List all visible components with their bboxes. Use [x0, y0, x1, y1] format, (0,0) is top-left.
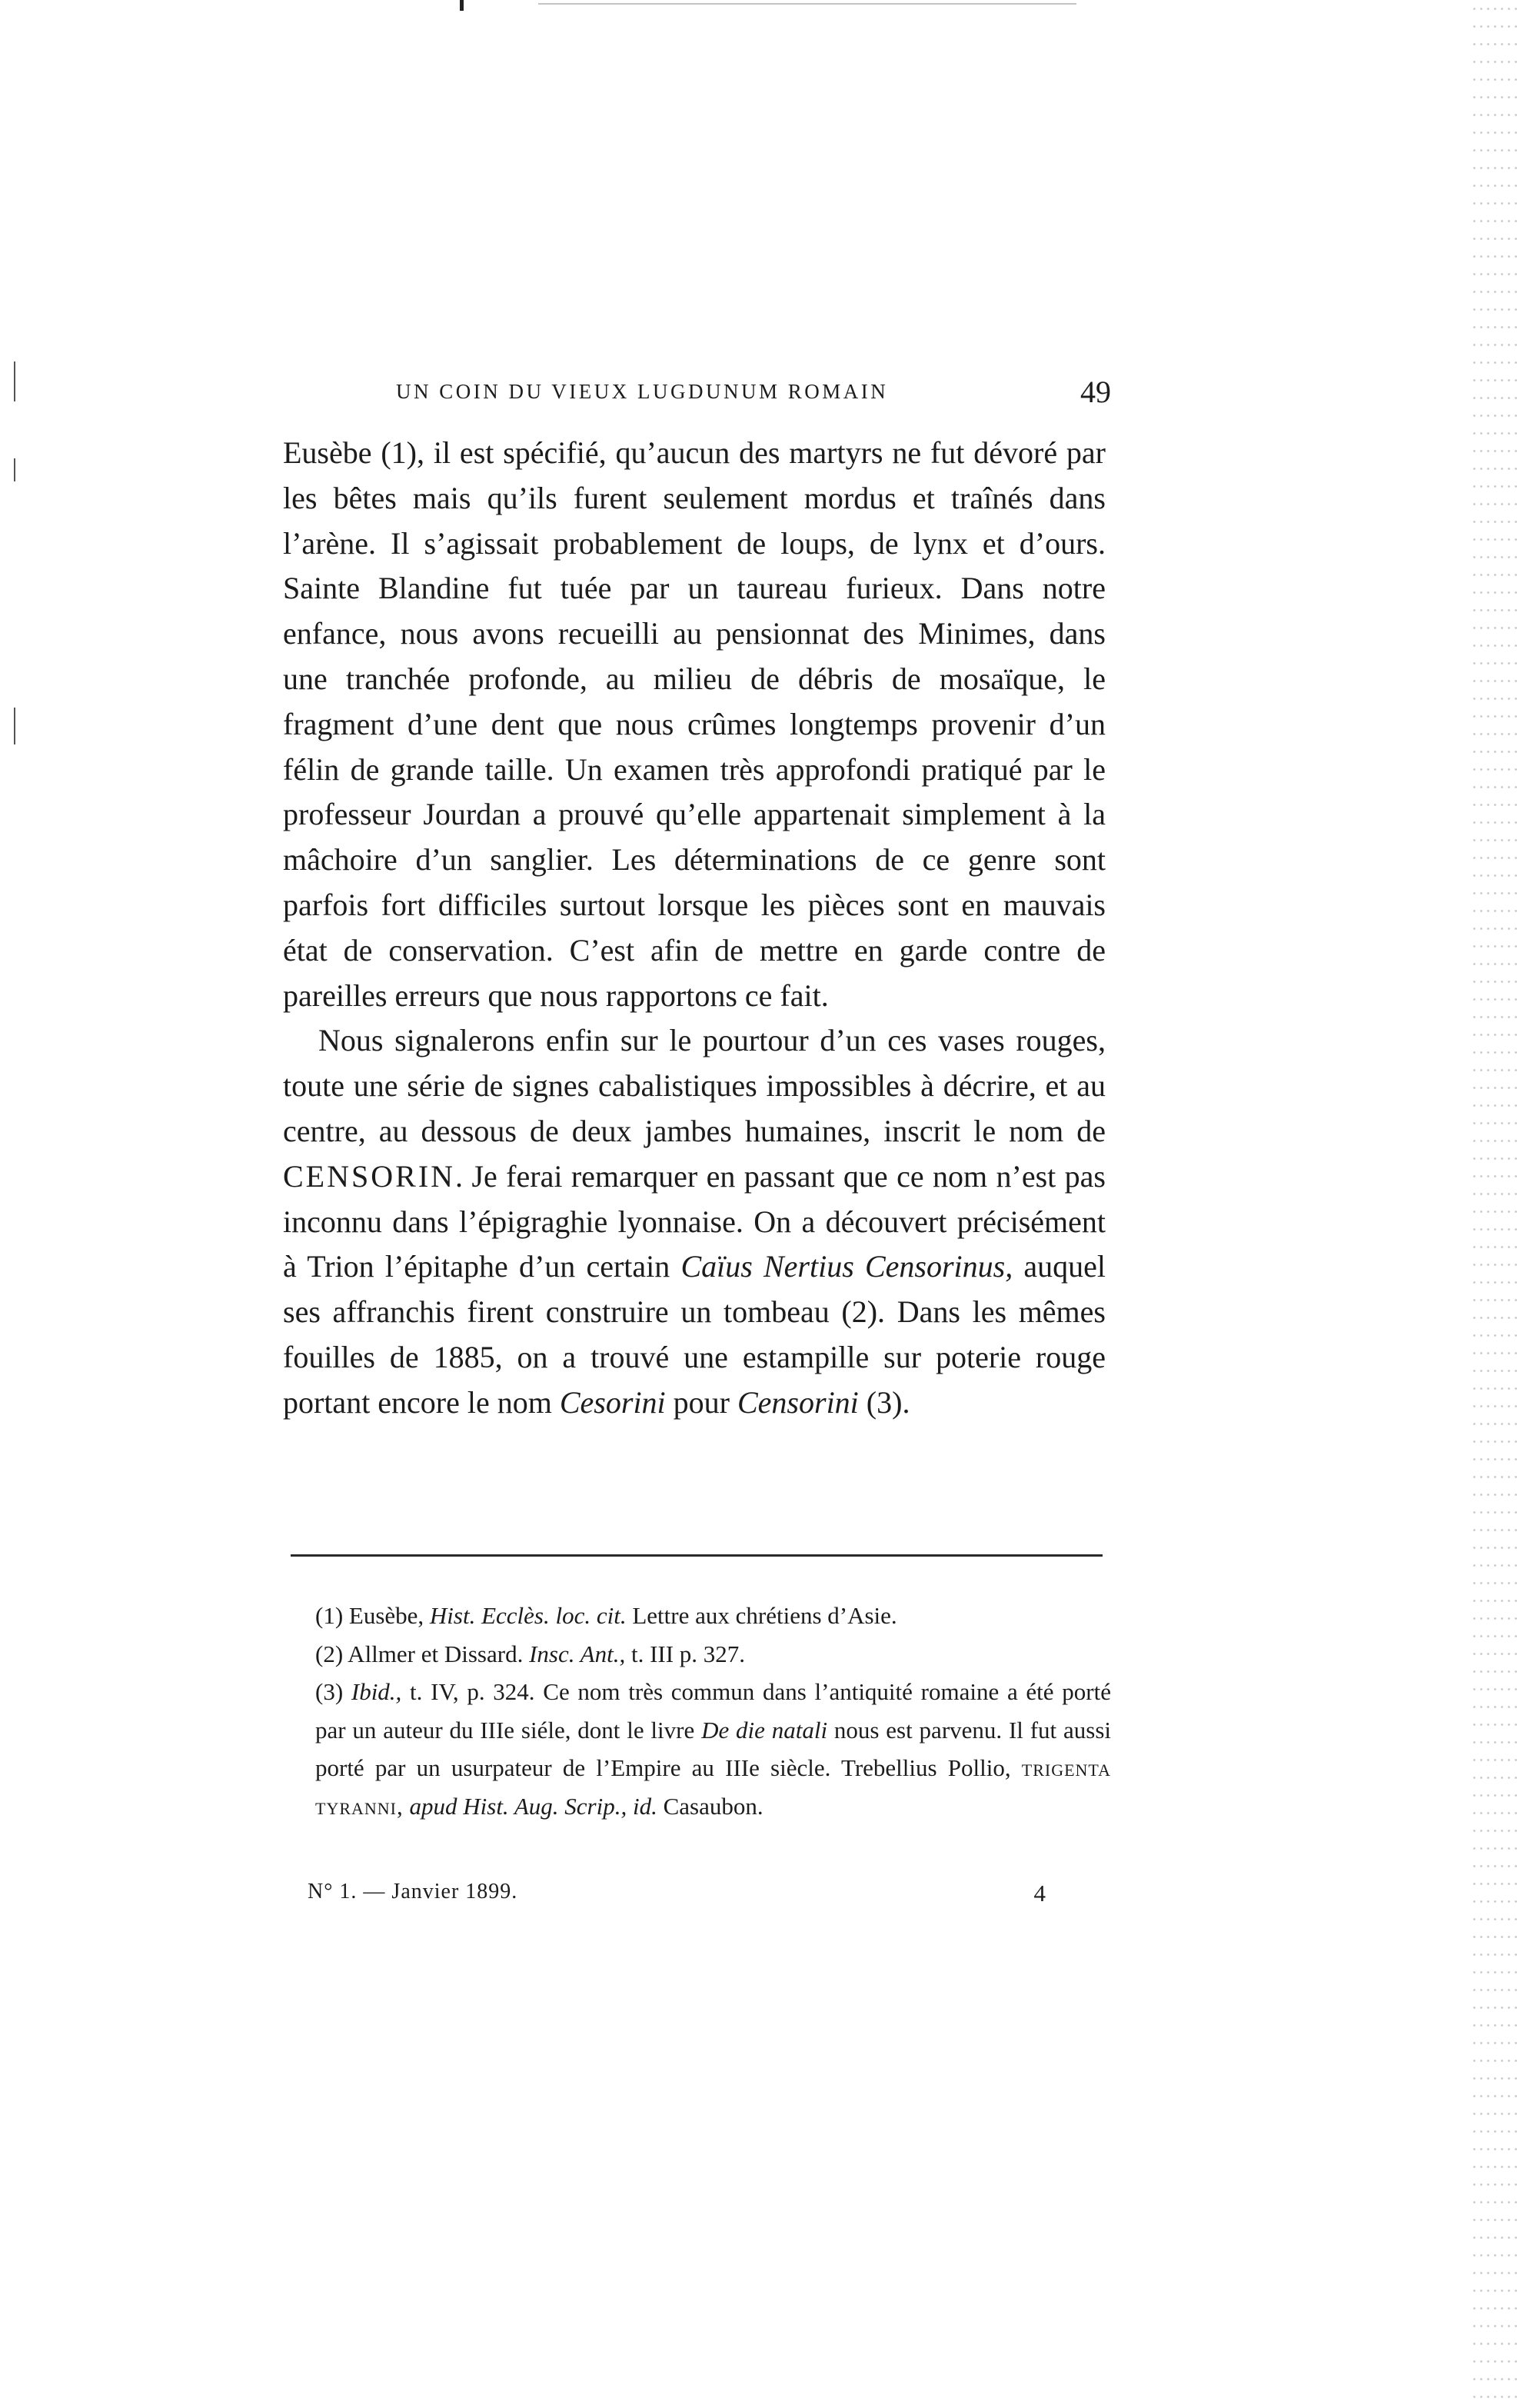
footnote-italic: De die natali	[701, 1716, 828, 1744]
footnote-small-caps: trigenta tyranni,	[315, 1754, 1111, 1820]
italic-name: Cesorini	[559, 1384, 666, 1420]
footnote-italic: Insc. Ant.,	[529, 1640, 626, 1667]
scan-left-mark	[14, 458, 15, 481]
footnote-text: nous est parvenu. Il fut aussi porté par un usurpateur de l’Empire au IIIe siècle. Trebellius Pollio,	[315, 1716, 1111, 1781]
footnote-text: (3)	[315, 1678, 351, 1705]
footnote-text: (2) Allmer et Dissard.	[315, 1640, 530, 1667]
footnote-italic: apud Hist. Aug. Scrip., id.	[409, 1792, 657, 1820]
footnote-2	[315, 1635, 1111, 1674]
running-head	[396, 374, 1119, 420]
footnote-text	[404, 1793, 410, 1820]
running-title: UN COIN DU VIEUX LUGDUNUM ROMAIN	[396, 380, 889, 403]
body-text	[283, 431, 1106, 1426]
italic-name: Censorini	[737, 1384, 859, 1420]
footnote-italic: Hist. Ecclès. loc. cit.	[429, 1602, 627, 1629]
footnote-divider	[291, 1554, 1103, 1557]
footnote-text: Lettre aux chrétiens d’Asie.	[626, 1602, 897, 1629]
paragraph-2-text: Nous signalerons enfin sur le pourtour d’un ces vases rouges, toute une série de signes cabalistiques impossibles à décrire, et au centre, au dessous de deux jambes humaines, inscrit le nom de	[283, 1023, 1106, 1148]
paragraph-2-text: pour	[665, 1384, 737, 1420]
paragraph-1: Eusèbe (1), il est spécifié, qu’aucun des martyrs ne fut dévoré par les bêtes mais qu’ils furent seulement mordus et traînés dans l’arène. Il s’agissait probablement de loups, de lynx et d’ours. Sainte Blandine fut tuée par un taureau furieux. Dans notre enfance, nous avons recueilli au pensionnat des Minimes, dans une tranchée profonde, au milieu de débris de mosaïque, le fragment d’une dent que nous crûmes longtemps provenir d’un félin de grande taille. Un examen très approfondi pratiqué par le professeur Jourdan a prouvé qu’elle appartenait simplement à la mâchoire d’un sanglier. Les déterminations de ce genre sont parfois fort difficiles surtout lorsque les pièces sont en mauvais état de conservation. C’est afin de mettre en garde contre de pareilles erreurs que nous rapportons ce fait.	[283, 435, 1106, 1013]
paragraph-2	[283, 1018, 1106, 1425]
paragraph-2-text: auquel ses affranchis firent construire un tombeau (2). Dans les mêmes fouilles de 1885, on a trouvé une estampille sur poterie rouge portant encore le nom	[283, 1249, 1106, 1420]
issue-number: N° 1. — Janvier 1899.	[308, 1880, 518, 1903]
footnote-text: t. IV, p. 324. Ce nom très commun dans l’antiquité romaine a été porté par un auteur du IIIe siéle, dont le livre	[315, 1678, 1111, 1744]
footnotes	[315, 1597, 1111, 1825]
issue-footer	[308, 1880, 1061, 1913]
paragraph-2-text: . Je ferai remarquer en passant que ce nom n’est pas inconnu dans l’épigraghie lyonnaise. On a découvert précisément à Trion l’épitaphe d’un certain	[283, 1158, 1106, 1284]
footnote-text: Casaubon.	[657, 1792, 763, 1820]
italic-name: Caïus Nertius Censorinus,	[680, 1249, 1013, 1284]
footnote-text: (1) Eusèbe,	[315, 1602, 430, 1629]
scan-top-line	[538, 3, 1076, 5]
footnote-text: t. III p. 327.	[625, 1640, 746, 1667]
page-number: 49	[1080, 375, 1111, 409]
paragraph-2-text: (3).	[858, 1384, 910, 1420]
signature-mark: 4	[1033, 1880, 1046, 1907]
inscribed-name: CENSORIN	[283, 1158, 456, 1194]
footnote-1	[315, 1597, 1111, 1635]
scan-left-mark	[14, 361, 15, 401]
scan-edge-artifact	[1471, 0, 1517, 2408]
footnote-italic: Ibid.,	[351, 1678, 402, 1705]
scan-left-mark	[14, 708, 15, 744]
scan-top-mark	[460, 0, 464, 11]
footnote-3	[315, 1673, 1111, 1825]
